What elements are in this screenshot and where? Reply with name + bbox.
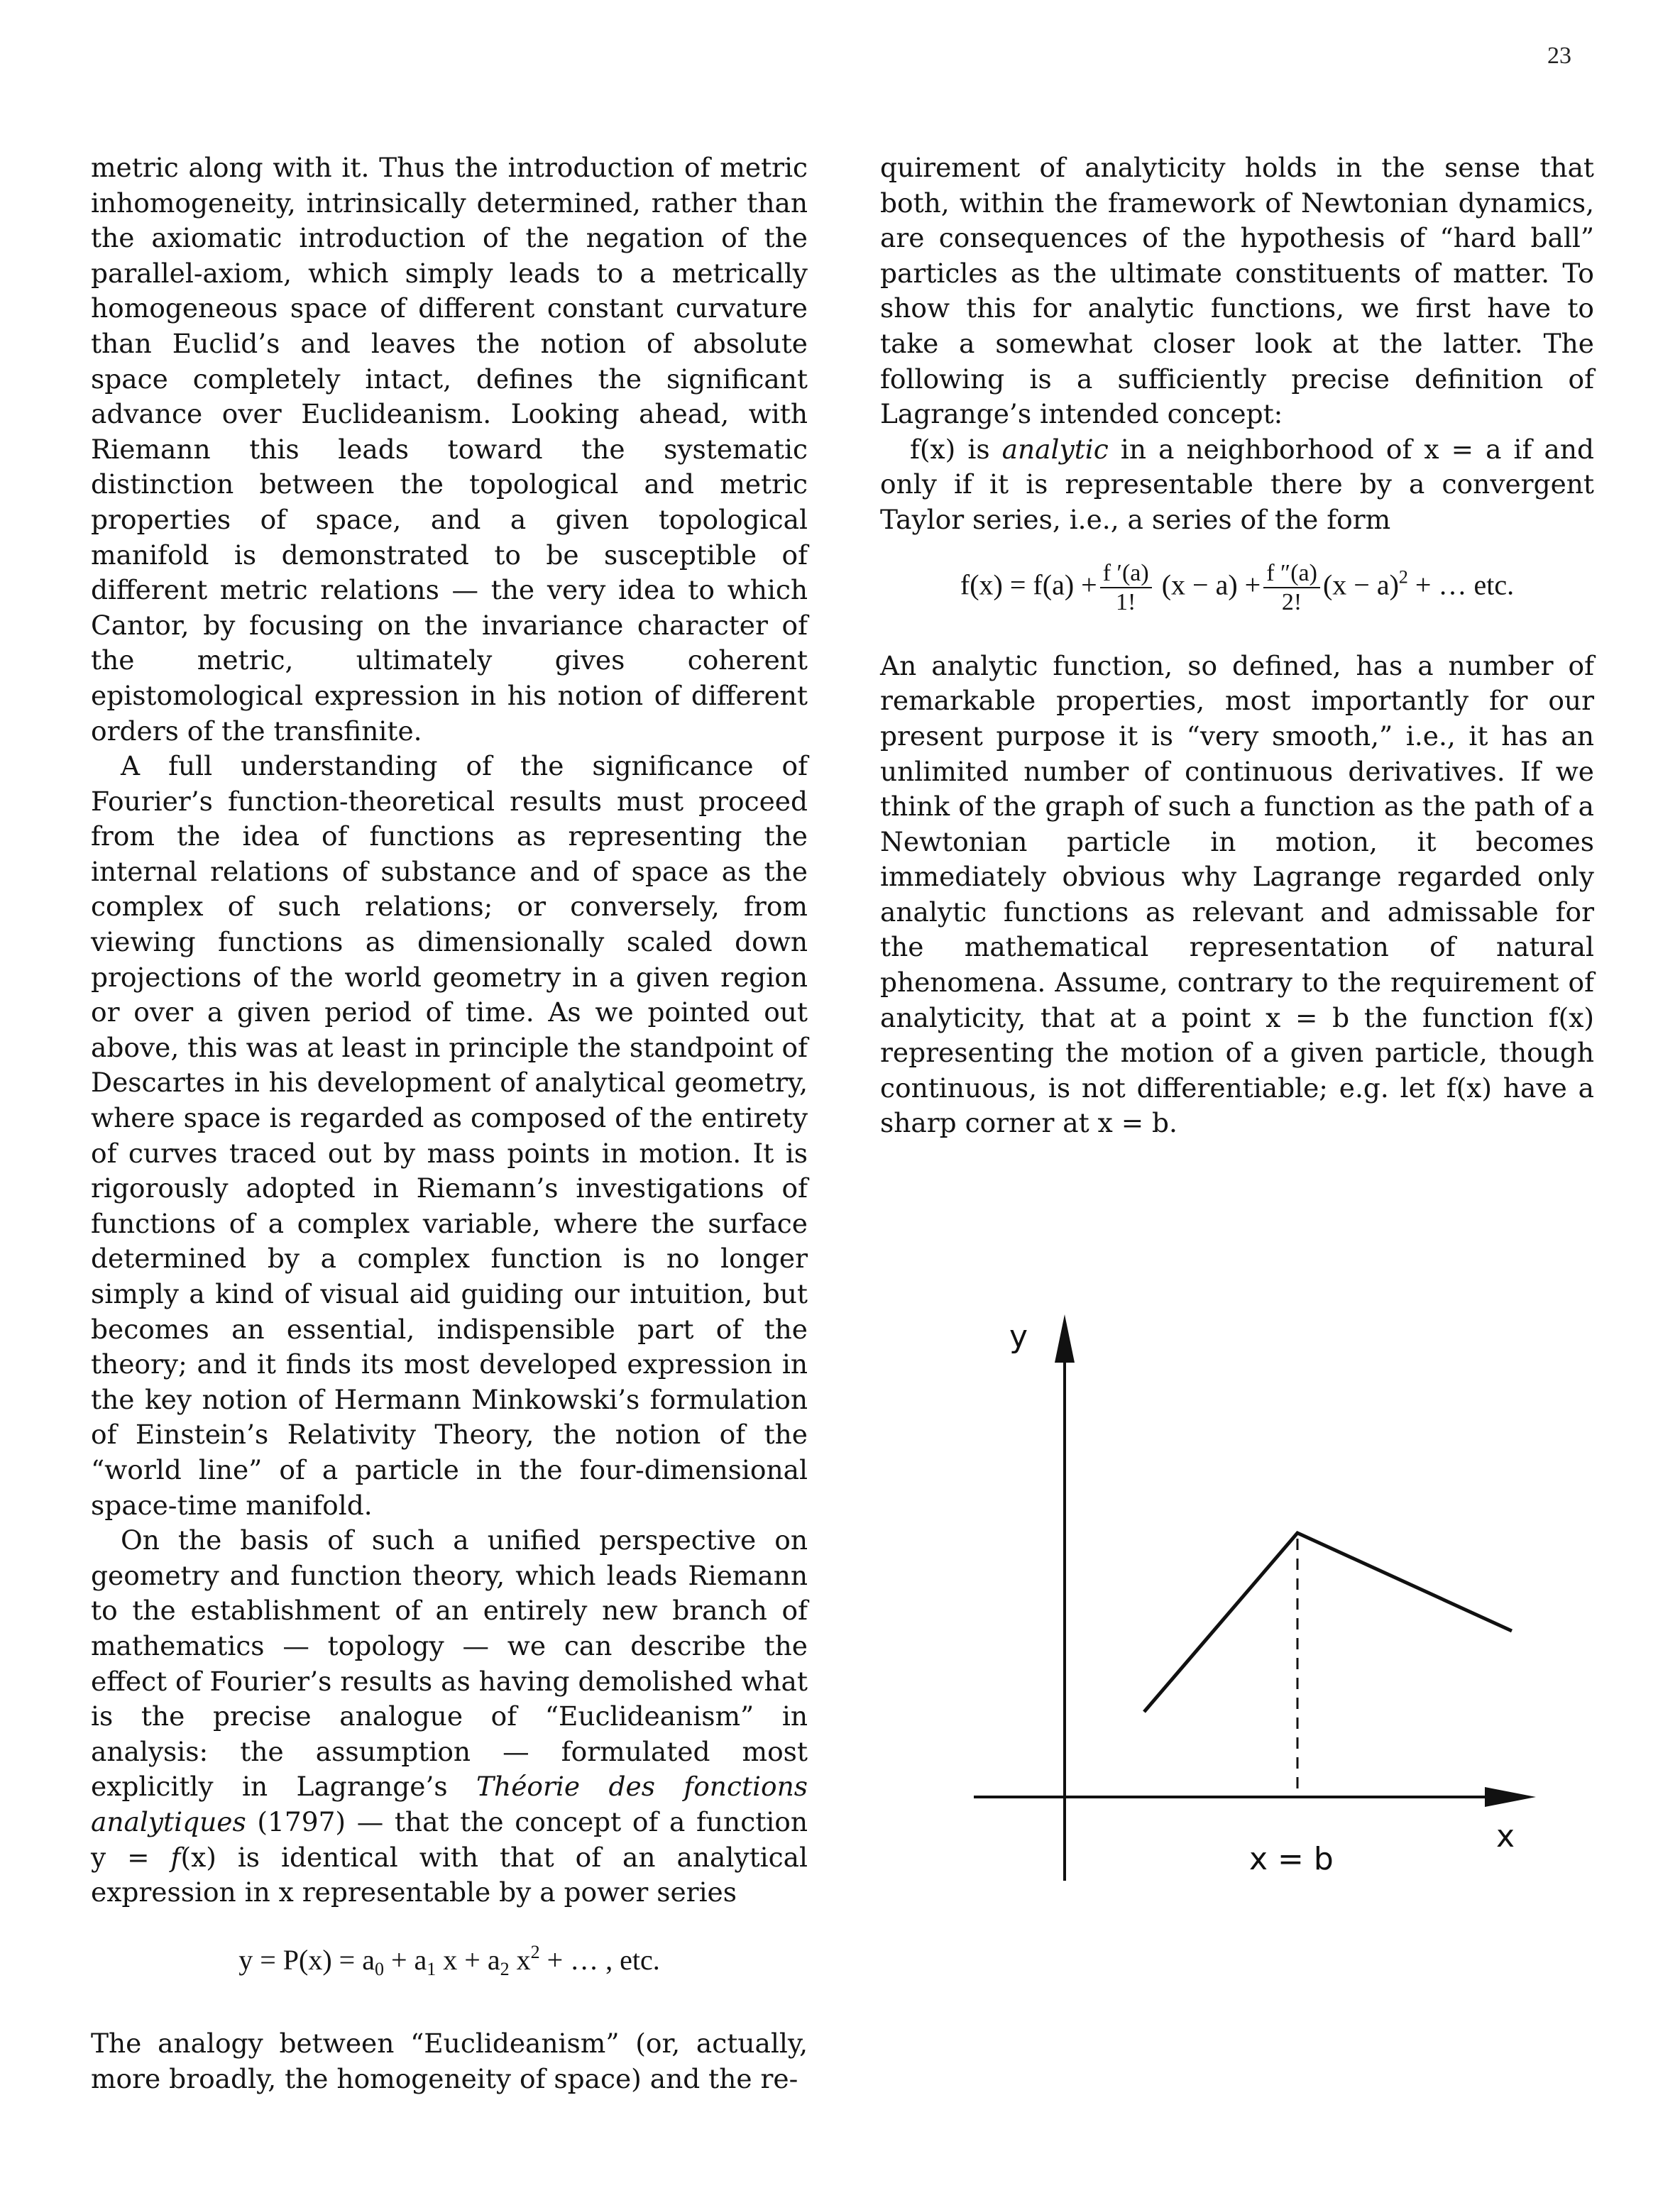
taylor-series-formula: f(x) = f(a) + $\frac{f '(a)}{1!}$ (x − a) + $\frac{f ''(a)}{2!}$ $(x - a)^2$ + … etc. xyxy=(960,559,1515,615)
page-number: 23 xyxy=(1547,43,1571,69)
left-paragraph-3 xyxy=(91,1523,808,1911)
corner-point-label: x = b xyxy=(1249,1841,1334,1877)
x-axis-arrowhead xyxy=(1485,1787,1536,1807)
power-series-formula: $y = P(x) = a_0 + a_1$ $x + a_2$ $x^2$ + … , etc. xyxy=(238,1941,660,1979)
function-symbol: f xyxy=(170,1841,181,1873)
right-paragraph-1: quirement of analyticity holds in the sense that both, within the framework of Newtonian dynamics, are consequences of the hypothesis of “hard ball” particles as the ultimate constituents of matter. To show this for analytic functions, we first have to take a somewhat closer look at the latter. The following is a sufficiently precise definition of Lagrange’s intended concept: xyxy=(880,152,1594,430)
lagrange-book-title: Théorie des fonctions analytiques xyxy=(91,1771,808,1837)
right-column xyxy=(880,150,1594,1141)
paragraph-3-text-a: On the basis of such a unified perspective on geometry and function theory, which leads Riemann to the establishment of an entirely new branch of mathematics — topology — we can describe the effect of Fourier’s results as having demolished what is the precise analogue of “Euclideanism” in analysis: the assumption — formulated most explicitly in Lagrange’s xyxy=(91,1524,808,1803)
paragraph-3-text-b: (1797) — that the concept of a function y = xyxy=(91,1805,808,1873)
analytic-term: analytic xyxy=(1001,433,1109,465)
left-column xyxy=(91,150,808,2096)
taylor-fraction-2: $\frac{f ''(a)}{2!}$ xyxy=(1263,559,1320,616)
left-paragraph-2: A full understanding of the significance of Fourier’s function-theoretical results must proceed from the idea of functions as representing the internal relations of substance and of space as the complex of such relations; or conversely, from viewing functions as dimensionally scaled down projections of the world geometry in a given region or over a given period of time. As we pointed out above, this was at least in principle the standpoint of Descartes in his development of analytical geometry, where space is regarded as composed of the entirety of curves traced out by mass points in motion. It is rigorously adopted in Riemann’s investigations of functions of a complex variable, where the surface determined by a complex function is no longer simply a kind of visual aid guiding our intuition, but becomes an essential, indispensible part of the theory; and it finds its most developed expression in the key notion of Hermann Minkowski’s formulation of Einstein’s Relativity Theory, the notion of the “world line” of a particle in the four-dimensional space-time manifold. xyxy=(91,750,808,1521)
paragraph-3-text-c: (x) is identical with that of an analytical expression in x representable by a power series xyxy=(91,1841,808,1908)
left-paragraph-1: metric along with it. Thus the introduction of metric inhomogeneity, intrinsically determined, rather than the axiomatic introduction of the negation of the parallel-axiom, which simply leads to a metrically homogeneous space of different constant curvature than Euclid’s and leaves the notion of absolute space completely intact, defines the significant advance over Euclideanism. Looking ahead, with Riemann this leads toward the systematic distinction between the topological and metric properties of space, and a given topological manifold is demonstrated to be susceptible of different metric relations — the very idea to which Cantor, by focusing on the invariance character of the metric, ultimately gives coherent epistomological expression in his notion of different orders of the transfinite. xyxy=(91,152,808,747)
y-axis-arrowhead xyxy=(1055,1314,1075,1363)
sharp-corner-graph xyxy=(965,1313,1554,1895)
right-paragraph-2: An analytic function, so defined, has a number of remarkable properties, most importantly for our present purpose it is “very smooth,” i.e., it has an unlimited number of continuous derivatives. If we think of the graph of such a function as the path of a Newtonian particle in motion, it becomes immediately obvious why Lagrange regarded only analytic functions as relevant and admissable for the mathematical representation of natural phenomena. Assume, contrary to the requirement of analyticity, that at a point x = b the function f(x) representing the motion of a given particle, though continuous, is not differentiable; e.g. let f(x) have a sharp corner at x = b. xyxy=(880,649,1594,1139)
x-axis-label: x xyxy=(1496,1818,1515,1854)
left-paragraph-4: The analogy between “Euclideanism” (or, actually, more broadly, the homogeneity of space) and the re- xyxy=(91,2028,808,2094)
taylor-fraction-1: $\frac{f '(a)}{1!}$ xyxy=(1100,559,1152,616)
analytic-definition: f(x) is analytic in a neighborhood of x = a if and only if it is representable there by a convergent Taylor series, i.e., a series of the form xyxy=(880,433,1594,535)
y-axis-label: y xyxy=(1009,1319,1028,1355)
function-curve xyxy=(1144,1533,1512,1712)
